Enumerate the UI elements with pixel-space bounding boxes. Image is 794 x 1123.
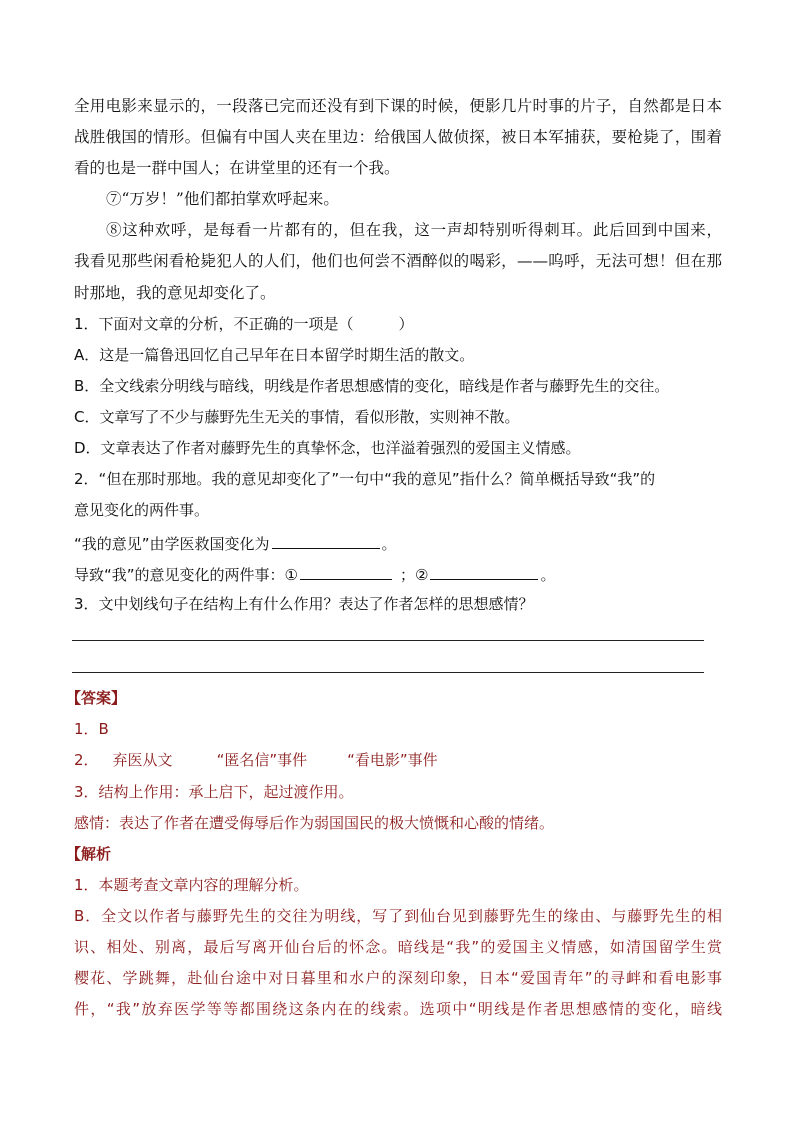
passage-paragraph-8-line-3: 时那地，我的意见却变化了。 — [74, 284, 276, 302]
question-2-stem-line-2: 意见变化的两件事。 — [74, 501, 210, 519]
question-1-stem: 1．下面对文章的分析，不正确的一项是（ ） — [74, 315, 414, 333]
fill-1-suffix: 。 — [381, 535, 397, 553]
fill-2-blank-1[interactable] — [300, 563, 392, 580]
answer-2 — [74, 750, 794, 770]
answer-2-part-3: “看电影”事件 — [347, 751, 438, 769]
question-2-stem-line-1: 2．“但在那时那地。我的意见却变化了”一句中“我的意见”指什么？简单概括导致“我”的 — [74, 470, 656, 488]
answer-1: 1．B — [74, 720, 109, 738]
fill-2-blank-2[interactable] — [430, 563, 538, 580]
analysis-heading: 【解析 — [66, 845, 112, 863]
question-1-option-c: C．文章写了不少与藤野先生无关的事情，看似形散，实则神不散。 — [74, 408, 520, 426]
analysis-line-1: 1．本题考查文章内容的理解分析。 — [74, 876, 309, 894]
analysis-line-5: 件，“我”放弃医学等等都围绕这条内在的线索。选项中“明线是作者思想感情的变化，暗线 — [74, 1000, 722, 1018]
passage-paragraph-7: ⑦“万岁！”他们都拍掌欢呼起来。 — [106, 190, 339, 208]
analysis-line-3: 识、相处、别离，最后写离开仙台后的怀念。暗线是“我”的爱国主义情感，如清国留学生赏 — [74, 938, 722, 956]
fill-1-blank[interactable] — [272, 532, 380, 549]
analysis-line-2: B．全文以作者与藤野先生的交往为明线，写了到仙台见到藤野先生的缘由、与藤野先生的相 — [74, 907, 722, 925]
answer-3-line-2: 感情：表达了作者在遭受侮辱后作为弱国国民的极大愤慨和心酸的情绪。 — [74, 814, 555, 832]
question-3-stem: 3．文中划线句子在结构上有什么作用？表达了作者怎样的思想感情？ — [74, 595, 534, 613]
fill-2-mid: ；② — [400, 566, 429, 584]
passage-line-2: 战胜俄国的情形。但偏有中国人夹在里边：给俄国人做侦探，被日本军捕获，要枪毙了，围着 — [74, 128, 722, 146]
passage-line-3: 看的也是一群中国人；在讲堂里的还有一个我。 — [74, 159, 400, 177]
fill-1-prefix: “我的意见”由学医救国变化为 — [74, 535, 270, 553]
question-1-option-d: D．文章表达了作者对藤野先生的真挚怀念，也洋溢着强烈的爱国主义情感。 — [74, 439, 581, 457]
fill-2-prefix: 导致“我”的意见变化的两件事：① — [74, 566, 298, 584]
question-1-option-b: B．全文线索分明线与暗线，明线是作者思想感情的变化，暗线是作者与藤野先生的交往。 — [74, 377, 670, 395]
answer-2-part-1: 弃医从文 — [112, 751, 173, 769]
fill-2-suffix: 。 — [540, 566, 556, 584]
question-2-fill-2 — [74, 563, 794, 585]
passage-paragraph-8-line-1: ⑧这种欢呼，是每看一片都有的，但在我，这一声却特别听得刺耳。此后回到中国来， — [106, 221, 722, 239]
answer-heading: 【答案】 — [66, 689, 127, 707]
answer-line-1[interactable] — [72, 640, 704, 641]
passage-paragraph-8-line-2: 我看见那些闲看枪毙犯人的人们，他们也何尝不酒醉似的喝彩，——呜呼，无法可想！但在那 — [74, 252, 722, 270]
analysis-line-4: 樱花、学跳舞，赴仙台途中对日暮里和水户的深刻印象，日本“爱国青年”的寻衅和看电影事 — [74, 969, 722, 987]
question-1-option-a: A．这是一篇鲁迅回忆自己早年在日本留学时期生活的散文。 — [74, 346, 475, 364]
passage-line-1: 全用电影来显示的，一段落已完而还没有到下课的时候，便影几片时事的片子，自然都是日本 — [74, 97, 722, 115]
answer-line-2[interactable] — [72, 672, 704, 673]
question-2-fill-1 — [74, 532, 794, 554]
answer-2-part-2: “匿名信”事件 — [216, 751, 308, 769]
answer-3-line-1: 3．结构上作用：承上启下，起过渡作用。 — [74, 783, 354, 801]
answer-2-number: 2． — [74, 751, 99, 769]
